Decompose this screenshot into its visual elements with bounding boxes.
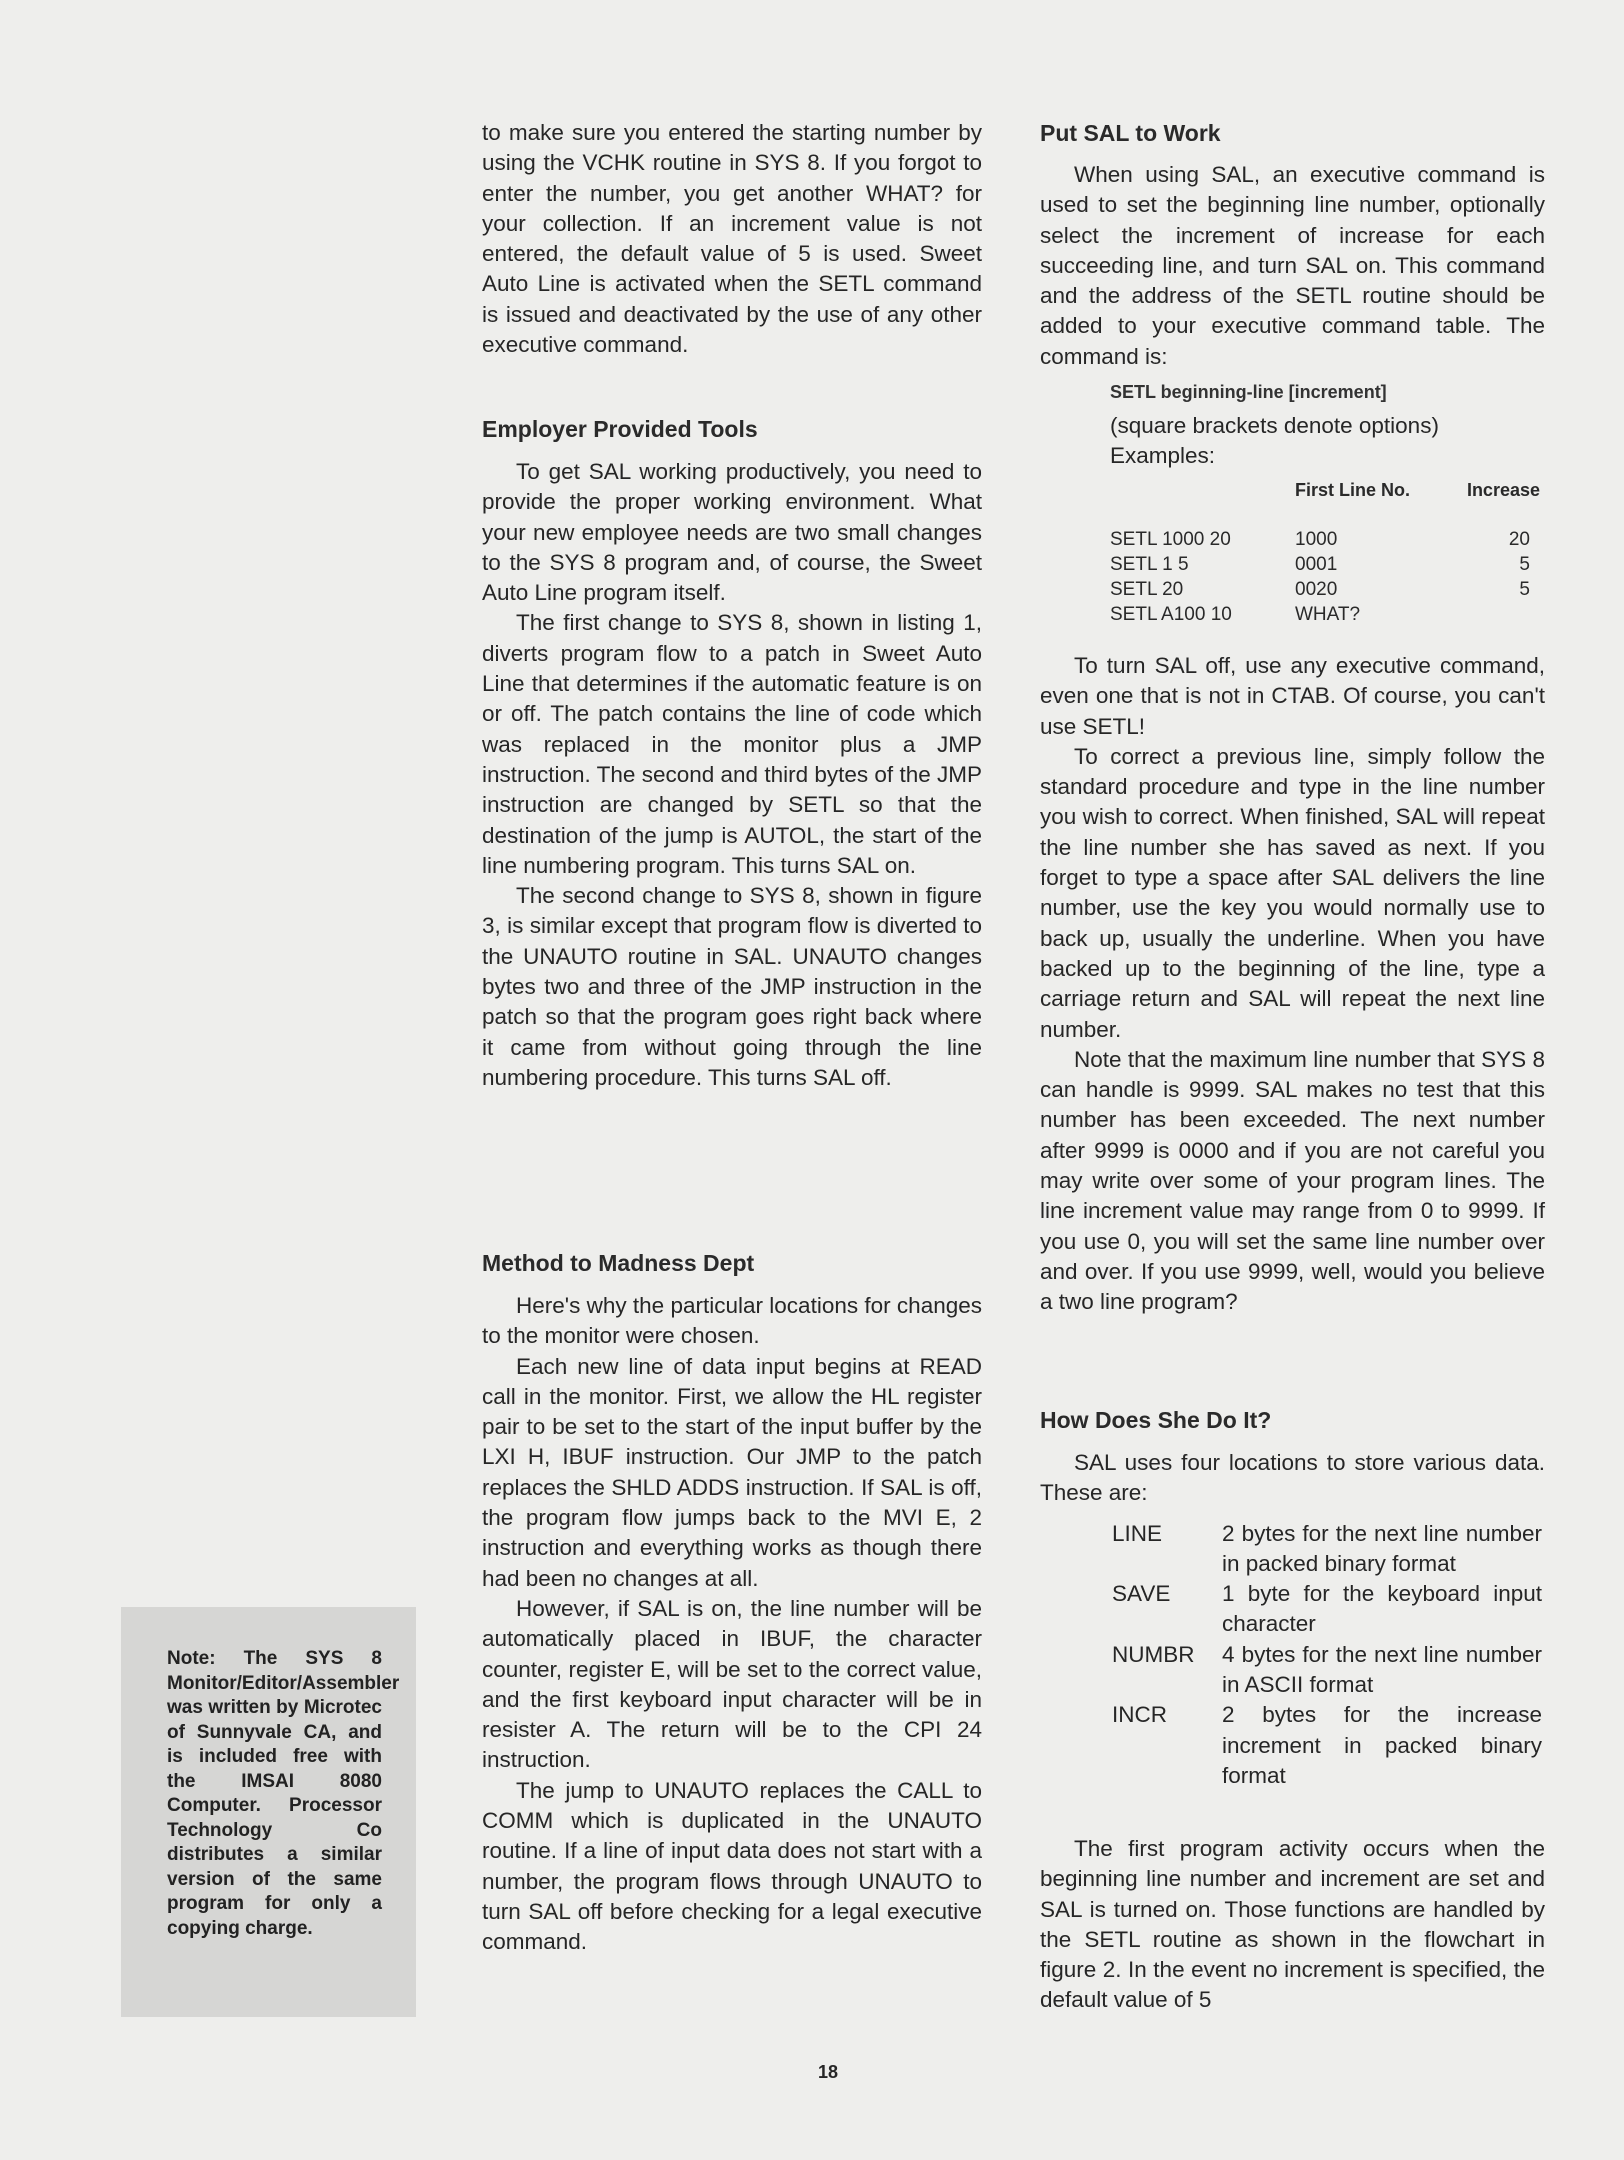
page-number: 18 bbox=[818, 2062, 839, 2082]
paragraph: The second change to SYS 8, shown in figure 3, is similar except that program flow is diverted to the UNAUTO routine in SAL. UNAUTO changes bytes two and three of the JMP instruction in the patch so that the program goes right back where it came from without going through the line numbering procedure. This turns SAL off. bbox=[482, 883, 982, 1090]
paragraph: The jump to UNAUTO replaces the CALL to COMM which is duplicated in the UNAUTO routine. If a line of input data does not start with a number, the program flows through UNAUTO to turn SAL off before checking for a legal executive command. bbox=[482, 1777, 982, 1955]
table-row: SETL 1 5 0001 5 bbox=[1110, 554, 1530, 576]
table-row: SETL 20 0020 5 bbox=[1110, 579, 1530, 601]
column-header: First Line No. bbox=[1295, 479, 1411, 500]
left-column-intro bbox=[482, 118, 982, 360]
right-column-body bbox=[1040, 651, 1545, 1318]
location-description: 4 bytes for the next line number in ASCII format bbox=[1222, 1641, 1542, 1698]
paragraph: To correct a previous line, simply follow the standard procedure and type in the line number you wish to correct. When finished, SAL will repeat the line number she has saved as next. If you forget to type a space after SAL delivers the line number, use the key you would normally use to back up, usually the underline. When you have backed up to the beginning of the line, type a carriage return and SAL will repeat the next line number. bbox=[1040, 743, 1545, 1042]
paragraph: Note that the maximum line number that SYS 8 can handle is 9999. SAL makes no test that this number has been exceeded. The next number after 9999 is 0000 and if you are not careful you may write over some of your program lines. The line increment value may range from 0 to 9999. If you use 0, you will set the same line number over and over. If you use 9999, well, would you believe a two line program? bbox=[1040, 1046, 1545, 1315]
section-heading: Employer Provided Tools bbox=[482, 416, 758, 442]
location-name: INCR bbox=[1112, 1702, 1167, 1728]
section-method-to-madness bbox=[482, 1248, 982, 1958]
location-name: SAVE bbox=[1112, 1581, 1171, 1607]
table-row: SETL 1000 20 1000 20 bbox=[1110, 529, 1530, 551]
location-name: NUMBR bbox=[1112, 1641, 1195, 1667]
section-heading: How Does She Do It? bbox=[1040, 1407, 1272, 1433]
section-heading: Put SAL to Work bbox=[1040, 120, 1221, 146]
paragraph: However, if SAL is on, the line number will be automatically placed in IBUF, the character counter, register E, will be set to the correct value, and the first keyboard input character will be in resister A. The return will be to the CPI 24 instruction. bbox=[482, 1595, 982, 1773]
column-header: Increase bbox=[1466, 479, 1540, 500]
table-header-row bbox=[1110, 478, 1540, 503]
table-row: SETL A100 10 WHAT? bbox=[1110, 604, 1361, 626]
options-note: (square brackets denote options) bbox=[1110, 413, 1439, 439]
paragraph: To get SAL working productively, you need to provide the proper working environment. What your new employee needs are two small changes to the SYS 8 program and, of course, the Sweet Auto Line program itself. bbox=[482, 459, 982, 606]
examples-label: Examples: bbox=[1110, 443, 1216, 469]
right-column-end bbox=[1040, 1834, 1545, 2016]
location-description: 2 bytes for the increase increment in packed binary format bbox=[1222, 1702, 1542, 1788]
section-how-does-she-do-it bbox=[1040, 1405, 1545, 1791]
paragraph: SAL uses four locations to store various data. These are: bbox=[1040, 1450, 1545, 1506]
paragraph: The first program activity occurs when the beginning line number and increment are set and SAL is turned on. Those functions are handled by the SETL routine as shown in the flowchart in figure 2. In the event no increment is specified, the default value of 5 bbox=[1040, 1836, 1545, 2013]
examples-table bbox=[1110, 478, 1540, 628]
paragraph: When using SAL, an executive command is used to set the beginning line number, optionally select the increment of increase for each succeeding line, and turn SAL on. This command and the address of the SETL routine should be added to your executive command table. The command is: bbox=[1040, 162, 1545, 369]
sidebar-note: Note: The SYS 8 Monitor/Editor/Assembler was written by Microtec of Sunnyvale CA, and is included free with the IMSAI 8080 Computer. Processor Technology Co distributes a similar version of the same program for only a copying charge. bbox=[121, 1607, 416, 2017]
location-description: 2 bytes for the next line number in packed binary format bbox=[1222, 1520, 1542, 1576]
section-employer-provided-tools bbox=[482, 414, 982, 1093]
paragraph: The first change to SYS 8, shown in listing 1, diverts program flow to a patch in Sweet Auto Line that determines if the automatic feature is on or off. The patch contains the line of code which was replaced in the monitor plus a JMP instruction. The second and third bytes of the JMP instruction are changed by SETL so that the destination of the jump is AUTOL, the start of the line numbering program. This turns SAL on. bbox=[482, 610, 982, 878]
storage-locations-list bbox=[1112, 1519, 1545, 1792]
section-heading: Method to Madness Dept bbox=[482, 1250, 755, 1276]
paragraph: Each new line of data input begins at READ call in the monitor. First, we allow the HL register pair to be set to the start of the input buffer by the LXI H, IBUF instruction. Our JMP to the patch replaces the SHLD ADDS instruction. If SAL is off, the program flow jumps back to the MVI E, 2 instruction and everything works as though there had been no changes at all. bbox=[482, 1353, 982, 1591]
command-syntax: SETL beginning-line [increment] bbox=[1110, 382, 1387, 403]
location-name: LINE bbox=[1112, 1520, 1163, 1546]
paragraph: To turn SAL off, use any executive command, even one that is not in CTAB. Of course, you can't use SETL! bbox=[1040, 653, 1545, 739]
paragraph: Here's why the particular locations for changes to the monitor were chosen. bbox=[482, 1293, 982, 1349]
location-description: 1 byte for the keyboard input character bbox=[1222, 1581, 1542, 1637]
section-put-sal-to-work bbox=[1040, 118, 1545, 628]
paragraph: to make sure you entered the starting number by using the VCHK routine in SYS 8. If you forgot to enter the number, you get another WHAT? for your collection. If an increment value is not entered, the default value of 5 is used. Sweet Auto Line is activated when the SETL command is issued and deactivated by the use of any other executive command. bbox=[482, 120, 982, 358]
